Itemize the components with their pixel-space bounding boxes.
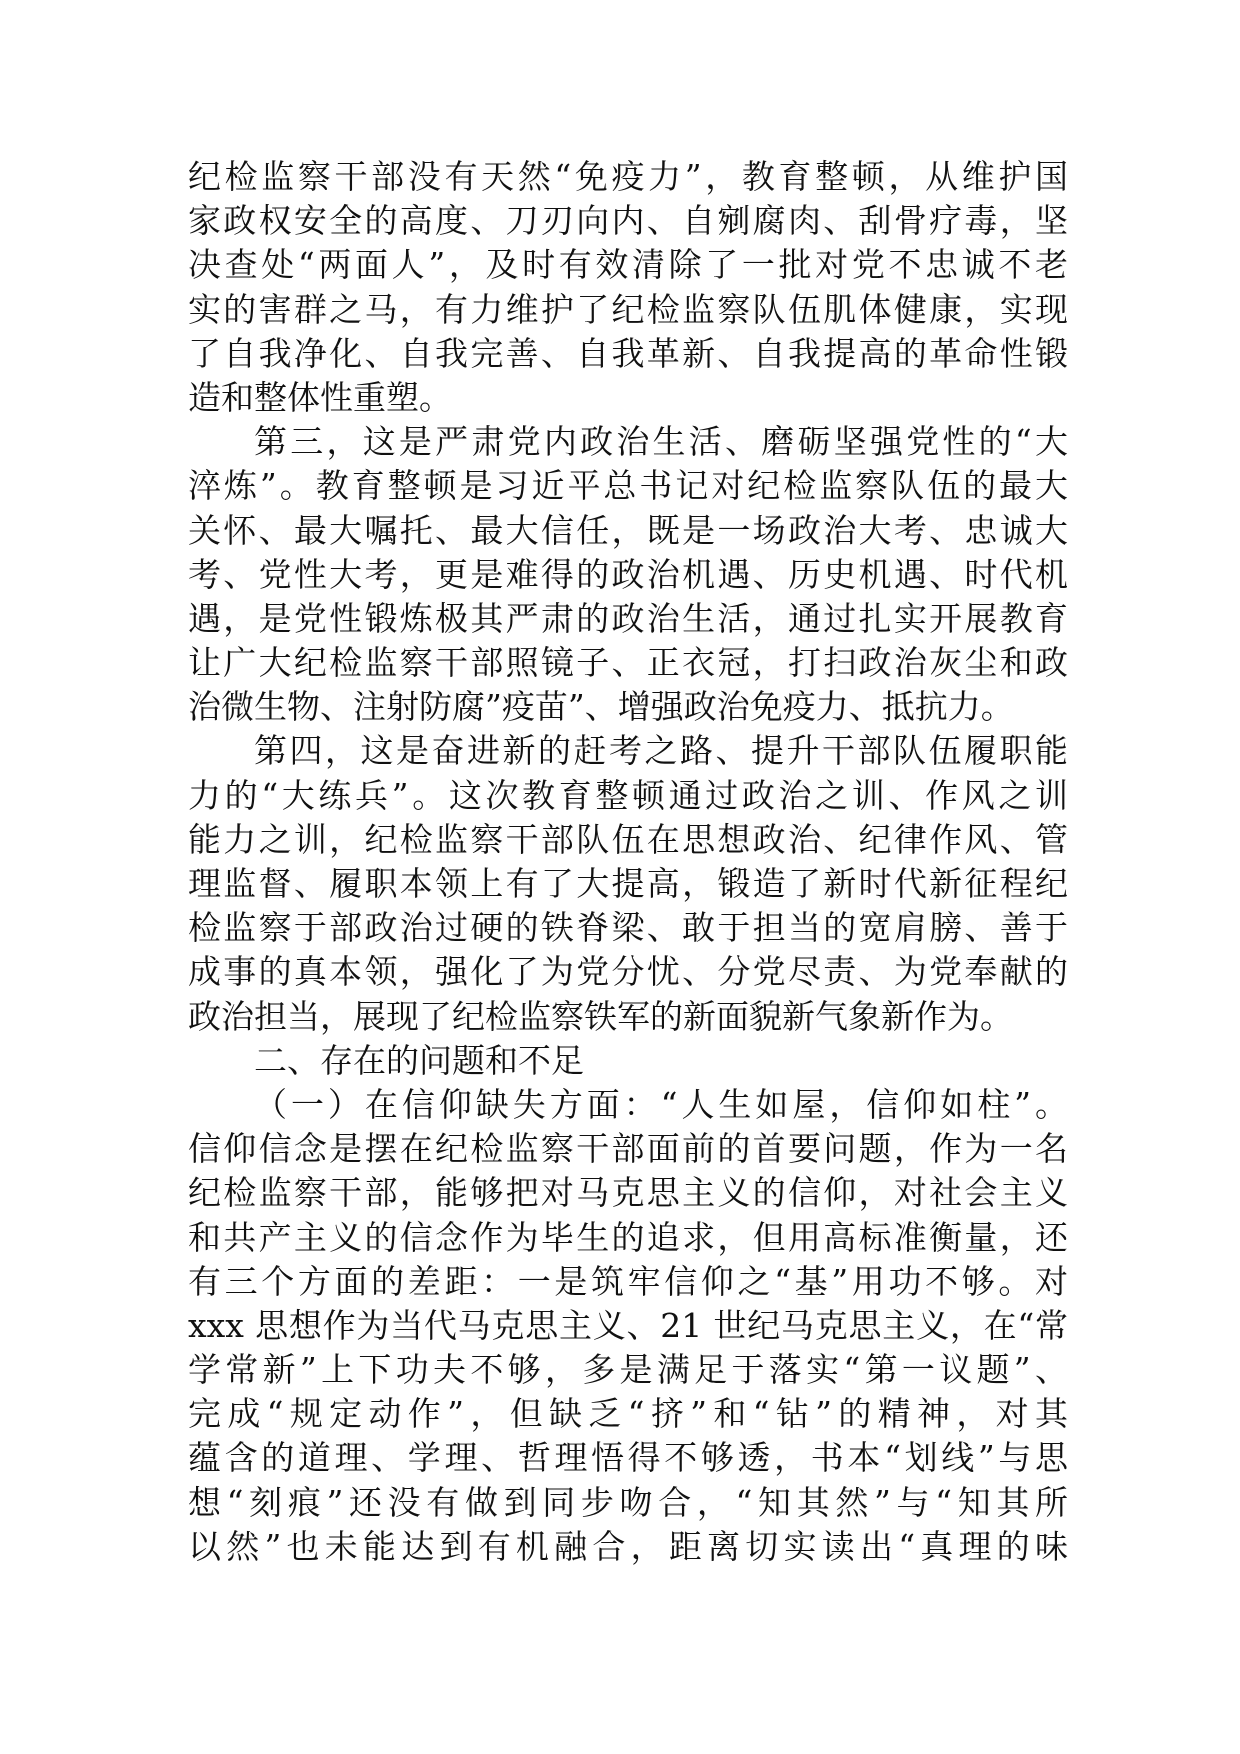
text-line: 遇，是党性锻炼极其严肃的政治生活，通过扎实开展教育	[188, 598, 1068, 638]
text-line: 治微生物、注射防腐”疫苗”、增强政治免疫力、抵抗力。	[188, 687, 1014, 727]
paragraph-heading-line: 第四，这是奋进新的赶考之路、提升干部队伍履职能	[254, 731, 1068, 771]
text-line: 信仰信念是摆在纪检监察干部面前的首要问题，作为一名	[188, 1129, 1068, 1169]
text-line: 考、党性大考，更是难得的政治机遇、历史机遇、时代机	[188, 554, 1068, 594]
text-line: 以然”也未能达到有机融合，距离切实读出“真理的味	[188, 1526, 1068, 1566]
text-line: xxx 思想作为当代马克思主义、21 世纪马克思主义，在“常	[188, 1305, 1068, 1345]
text-line: 了自我净化、自我完善、自我革新、自我提高的革命性锻	[188, 333, 1068, 373]
document-body	[188, 155, 1068, 1569]
paragraph-heading-line: 第三，这是严肃党内政治生活、磨砺坚强党性的“大	[254, 422, 1068, 462]
text-line: 和共产主义的信念作为毕生的追求，但用高标准衡量，还	[188, 1217, 1068, 1257]
text-line: 学常新”上下功夫不够，多是满足于落实“第一议题”、	[188, 1350, 1068, 1390]
text-line: 能力之训，纪检监察干部队伍在思想政治、纪律作风、管	[188, 819, 1068, 859]
text-line: 实的害群之马，有力维护了纪检监察队伍肌体健康，实现	[188, 289, 1068, 329]
text-line: 检监察于部政治过硬的铁脊梁、敢于担当的宽肩膀、善于	[188, 908, 1068, 948]
text-line: 政治担当，展现了纪检监察铁军的新面貌新气象新作为。	[188, 996, 1013, 1036]
text-line: 力的“大练兵”。这次教育整顿通过政治之训、作风之训	[188, 775, 1068, 815]
text-line: 关怀、最大嘱托、最大信任，既是一场政治大考、忠诚大	[188, 510, 1068, 550]
text-line: 造和整体性重塑。	[188, 377, 452, 417]
text-line: 完成“规定动作”，但缺乏“挤”和“钻”的精神，对其	[188, 1394, 1068, 1434]
text-line: 有三个方面的差距：一是筑牢信仰之“基”用功不够。对	[188, 1261, 1068, 1301]
text-line: 纪检监察干部，能够把对马克思主义的信仰，对社会主义	[188, 1173, 1068, 1213]
text-line: 想“刻痕”还没有做到同步吻合，“知其然”与“知其所	[188, 1482, 1068, 1522]
text-line: 蕴含的道理、学理、哲理悟得不够透，书本“划线”与思	[188, 1438, 1068, 1478]
text-line: 成事的真本领，强化了为党分忧、分党尽责、为党奉献的	[188, 952, 1068, 992]
text-line: 让广大纪检监察干部照镜子、正衣冠，打扫政治灰尘和政	[188, 643, 1068, 683]
text-line: 家政权安全的高度、刀刃向内、自剜腐肉、刮骨疗毒，坚	[188, 201, 1068, 241]
text-line: 理监督、履职本领上有了大提高，锻造了新时代新征程纪	[188, 864, 1068, 903]
subsection-heading-line: （一）在信仰缺失方面：“人生如屋，信仰如柱”。	[254, 1084, 1068, 1124]
text-line: 淬炼”。教育整顿是习近平总书记对纪检监察队伍的最大	[188, 466, 1068, 506]
section-heading: 二、存在的问题和不足	[254, 1040, 584, 1080]
text-line: 纪检监察干部没有天然“免疫力”，教育整顿，从维护国	[188, 157, 1068, 196]
text-line: 决查处“两面人”，及时有效清除了一批对党不忠诚不老	[188, 245, 1068, 285]
